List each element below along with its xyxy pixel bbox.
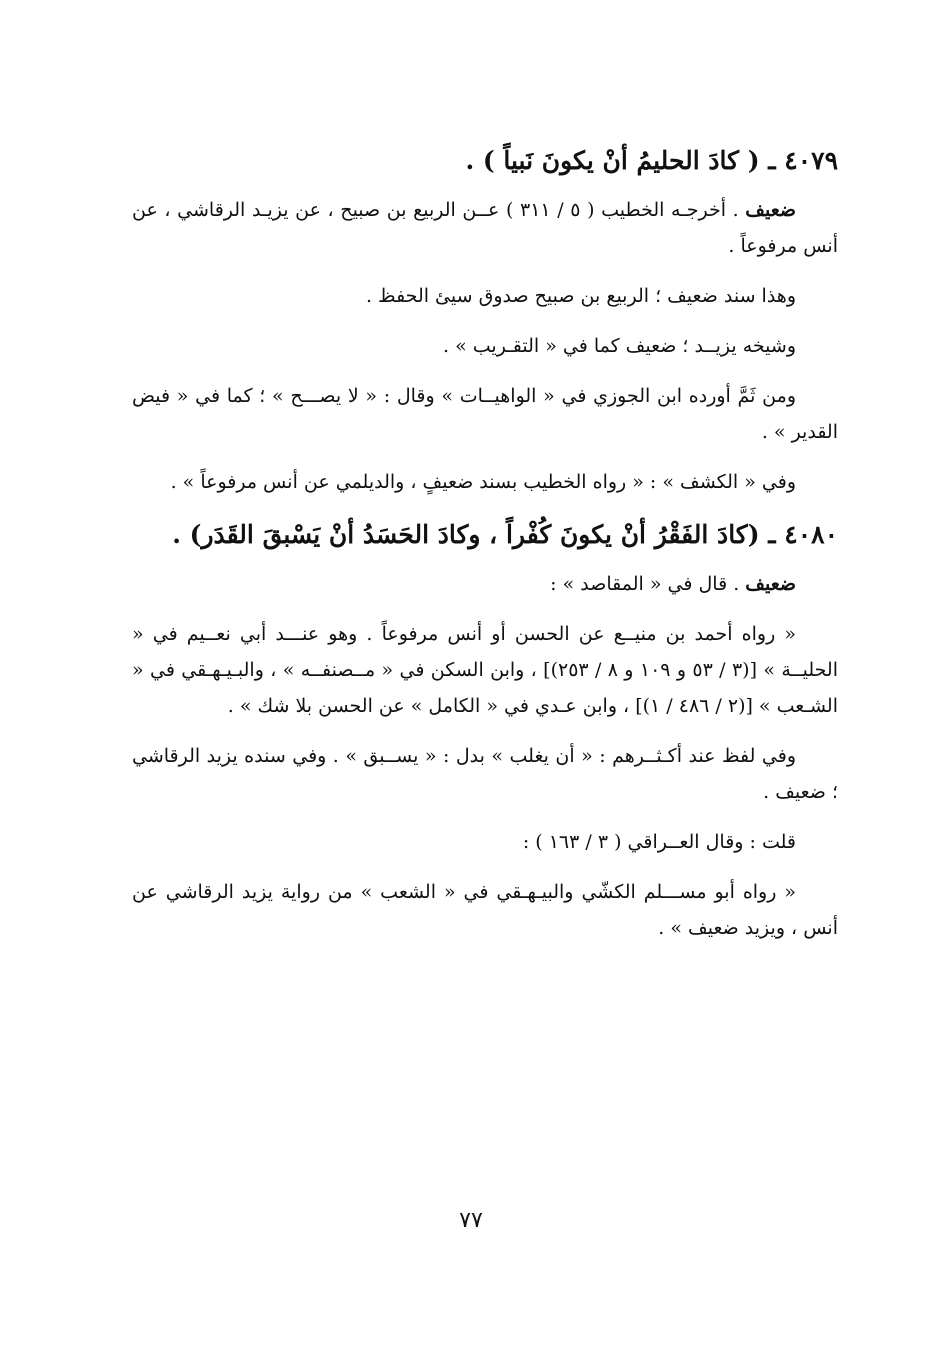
hadith-4079-paragraph-5: وفي « الكشف » : « رواه الخطيب بسند ضعيفٍ ، والديلمي عن أنس مرفوعاً » . <box>170 471 796 493</box>
hadith-4079-title: ٤٠٧٩ ـ ( كادَ الحليمُ أنْ يكونَ نَبياً ) . <box>465 146 838 175</box>
hadith-4079-paragraph-4: ومن ثَمَّ أورده ابن الجوزي في « الواهيــات » وقال : « لا يصـــح » ؛ كما في « فيض القدير » . <box>132 385 838 443</box>
hadith-4080-paragraph-3: وفي لفظ عند أكـثــرهم : « أن يغلب » بدل : « يســبق » . وفي سنده يزيد الرقاشي ؛ ضعيف . <box>132 745 838 803</box>
hadith-4080-paragraph-1-text: . قال في « المقاصد » : <box>550 573 746 595</box>
hadith-4080-title: ٤٠٨٠ ـ (كادَ الفَقْرُ أنْ يكونَ كُفْراً ، وكادَ الحَسَدُ أنْ يَسْبقَ القَدَر) . <box>172 520 838 549</box>
hadith-4079-grade: ضعيف <box>745 199 796 221</box>
hadith-4079-paragraph-1 <box>132 192 838 264</box>
page-number: ٧٧ <box>459 1208 483 1233</box>
hadith-4080-paragraph-2: « رواه أحمد بن منيــع عن الحسن أو أنس مرفوعاً . وهو عنـــد أبي نعــيم في « الحليــة » [(٣ / ٥٣ و ١٠٩ و ٨ / ٢٥٣)] ، وابن السكن في « مــصنفــه » ، والبـيـهـقي في « الشـعب » [(٢ / ٤٨٦ / ١)] ، وابن عـدي في « الكامل » عن الحسن بلا شك » . <box>132 623 838 717</box>
hadith-4080-grade: ضعيف <box>745 573 796 595</box>
hadith-4079-paragraph-2: وهذا سند ضعيف ؛ الربيع بن صبيح صدوق سيئ الحفظ . <box>365 285 796 307</box>
page-body <box>132 140 838 960</box>
hadith-4079-paragraph-3: وشيخه يزيــد ؛ ضعيف كما في « التقـريب » . <box>443 335 796 357</box>
hadith-4080-paragraph-5: « رواه أبو مســـلم الكشّي والبيـهـقي في « الشعب » من رواية يزيد الرقاشي عن أنس ، ويزيد ضعيف » . <box>132 881 838 939</box>
hadith-4080-paragraph-4: قلت : وقال العــراقي ( ٣ / ١٦٣ ) : <box>522 831 796 853</box>
hadith-4080-paragraph-1 <box>132 566 838 602</box>
hadith-4079-paragraph-1-text: . أخرجـه الخطيب ( ٥ / ٣١١ ) عــن الربيع بن صبيح ، عن يزيـد الرقاشي ، عن أنس مرفوعاً . <box>132 199 838 257</box>
